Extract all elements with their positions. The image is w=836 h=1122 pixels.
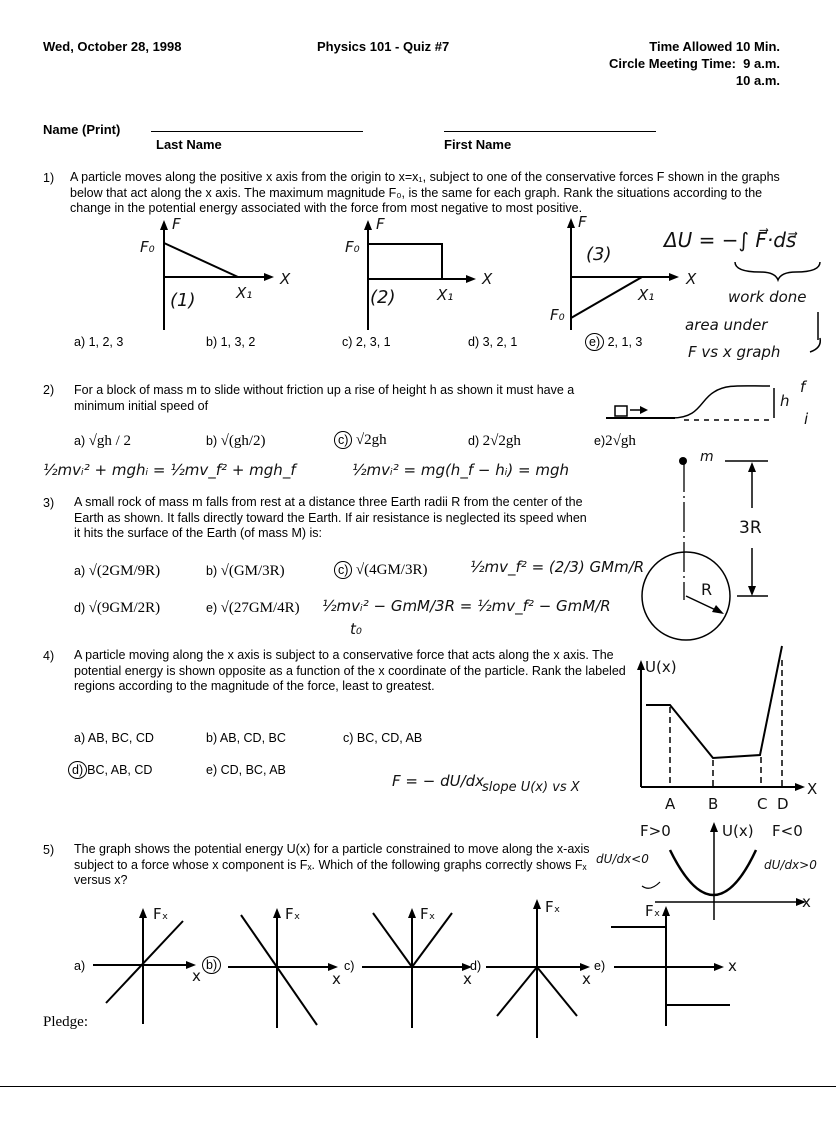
meeting-time-alt: 10 a.m. — [735, 73, 780, 88]
q1-g1-x1-label: X₁ — [236, 284, 253, 302]
q4-option-c[interactable]: c) BC, CD, AB — [343, 731, 423, 745]
q1-g2-f-label: F — [376, 215, 385, 233]
q5-c-x-label: x — [463, 970, 472, 988]
last-name-caption: Last Name — [156, 137, 222, 152]
q2-option-a-value: √gh / 2 — [88, 433, 132, 449]
quiz-title: Physics 101 - Quiz #7 — [317, 39, 450, 54]
q5-note-slope-pos: dU/dx>0 — [764, 858, 817, 872]
q5-u-label: U(x) — [722, 822, 754, 840]
first-name-caption: First Name — [444, 137, 512, 152]
pledge-label: Pledge: — [43, 1014, 88, 1030]
q2-f-label: f — [800, 378, 806, 396]
q5-b-fx-label: Fₓ — [285, 905, 301, 923]
q3-note-t0: t₀ — [350, 620, 362, 638]
q1-note-area-under: area under — [685, 316, 768, 334]
q2-option-e-value: 2√gh — [605, 433, 636, 449]
q1-text: A particle moves along the positive x axis from the origin to x=x₁, subject to one of the conservative forces F shown in the graphs below that act along the x axis. The maximum magnitude F₀, is the same for each graph. Rank the situations according to the change in the potential energy associated with the force from most negative to most positive. — [70, 170, 780, 215]
time-allowed: Time Allowed 10 Min. — [649, 39, 780, 54]
q5-e-fx-label: Fₓ — [645, 902, 661, 920]
q3-number: 3) — [43, 496, 55, 510]
q1-g1-x-label: X — [280, 270, 291, 288]
q2-i-label: i — [804, 410, 809, 428]
q5-option-b[interactable] — [202, 956, 221, 974]
q2-option-b-value: √(gh/2) — [220, 433, 266, 449]
q3-option-a-label: a) — [74, 564, 86, 578]
q3-option-b-value: √(GM/3R) — [220, 563, 285, 579]
q4-note-formula: F = − dU/dx — [392, 772, 485, 790]
q1-option-c[interactable]: c) 2, 3, 1 — [342, 335, 391, 349]
q5-number: 5) — [43, 843, 55, 857]
footer-divider — [0, 1086, 836, 1087]
q2-option-a-label: a) — [74, 434, 86, 448]
q5-option-a[interactable]: a) — [74, 959, 86, 973]
q5-e-x-label: x — [728, 957, 737, 975]
q2-option-d-label: d) — [468, 434, 480, 448]
q5-graph-d — [486, 905, 585, 1038]
q4-number: 4) — [43, 649, 55, 663]
q3-option-d-value: √(9GM/2R) — [88, 600, 161, 616]
q2-option-d-value: 2√2gh — [482, 433, 521, 449]
q3-note-energy: ½mvᵢ² − GmM/3R = ½mv_f² − GmM/R — [322, 597, 611, 615]
q4-tick-c: C — [757, 795, 768, 813]
q3-3r-label: 3R — [739, 518, 762, 538]
q1-g2-x1-label: X₁ — [437, 286, 454, 304]
q5-option-c[interactable]: c) — [344, 959, 355, 973]
q2-circled-answer: c) — [334, 431, 352, 449]
q1-g1-id: (1) — [170, 290, 196, 311]
q1-g3-id: (3) — [586, 244, 612, 265]
q1-note-work-done: work done — [728, 288, 807, 306]
q1-g3-x1-label: X₁ — [638, 286, 655, 304]
q3-circled-answer: c) — [334, 561, 352, 579]
q5-text: The graph shows the potential energy U(x) for a particle constrained to move along the x-axis subject to a force whose x component is Fₓ. Which of the following graphs correctly shows Fₓ versus x? — [74, 842, 590, 887]
q4-tick-a: A — [665, 795, 676, 813]
q1-option-a[interactable]: a) 1, 2, 3 — [74, 335, 124, 349]
q5-circled-answer: b) — [202, 956, 221, 974]
q1-option-d[interactable]: d) 3, 2, 1 — [468, 335, 518, 349]
q1-g3-x-label: X — [686, 270, 697, 288]
q1-note-formula: ΔU = −∫ F⃗·ds⃗ — [664, 228, 797, 252]
q5-note-f-neg: F<0 — [772, 822, 803, 840]
q4-circled-answer: d) — [68, 761, 87, 779]
q1-number: 1) — [43, 171, 55, 185]
q4-tick-b: B — [708, 795, 719, 813]
q1-option-e-text: 2, 1, 3 — [607, 335, 643, 349]
q5-note-slope-neg: dU/dx<0 — [596, 852, 649, 866]
q5-b-x-label: x — [332, 970, 341, 988]
q5-note-f-pos: F>0 — [640, 822, 671, 840]
q4-option-b[interactable]: b) AB, CD, BC — [206, 731, 286, 745]
q4-tick-d: D — [777, 795, 789, 813]
q5-well-x-label: x — [802, 893, 811, 911]
q3-option-c-value: √(4GM/3R) — [355, 562, 428, 578]
q2-h-label: h — [780, 392, 790, 410]
q3-m-label: m — [700, 449, 714, 465]
q1-circled-answer: e) — [585, 333, 604, 351]
q4-option-d-text: BC, AB, CD — [87, 763, 153, 777]
q4-y-label: U(x) — [645, 658, 677, 676]
q5-d-x-label: x — [582, 970, 591, 988]
q5-option-d[interactable]: d) — [470, 959, 482, 973]
q1-g2-f0-label: F₀ — [345, 238, 360, 256]
q3-text: A small rock of mass m falls from rest at a distance three Earth radii R from the center of the Earth as shown. It falls directly toward the Earth. If air resistance is neglected its speed when it hits the surface of the Earth (of mass M) is: — [74, 495, 587, 540]
q3-option-b-label: b) — [206, 564, 218, 578]
q5-option-e[interactable]: e) — [594, 959, 606, 973]
q3-note-final: ½mv_f² = (2/3) GMm/R — [470, 558, 645, 576]
q5-graph-e — [611, 912, 730, 1026]
q3-option-e-value: √(27GM/4R) — [220, 600, 300, 616]
q1-option-b[interactable]: b) 1, 3, 2 — [206, 335, 256, 349]
q1-g2-id: (2) — [370, 287, 396, 308]
q1-g1-f0-label: F₀ — [140, 238, 155, 256]
q5-a-x-label: x — [192, 967, 201, 985]
q5-graph-b — [228, 912, 332, 1028]
meeting-time-label: Circle Meeting Time: 9 a.m. — [609, 56, 780, 71]
q2-text: For a block of mass m to slide without friction up a rise of height h as shown it must have a minimum initial speed of — [74, 383, 575, 413]
q5-graph-a — [93, 912, 190, 1024]
q3-option-e-label: e) — [206, 601, 218, 615]
q5-c-fx-label: Fₓ — [420, 905, 436, 923]
q5-a-fx-label: Fₓ — [153, 905, 169, 923]
q4-option-a[interactable]: a) AB, BC, CD — [74, 731, 154, 745]
q3-r-label: R — [701, 580, 713, 599]
q2-note-energy-2: ½mvᵢ² = mg(h_f − hᵢ) = mgh — [352, 461, 569, 479]
q5-d-fx-label: Fₓ — [545, 898, 561, 916]
q4-text: A particle moving along the x axis is subject to a conservative force that acts along the x axis. The potential energy is shown opposite as a function of the x coordinate of the particle. Rank the labeled regions according to the magnitude of the force, least to greatest. — [74, 648, 626, 693]
q2-option-c-value: √2gh — [355, 432, 387, 448]
q3-option-a-value: √(2GM/9R) — [88, 563, 161, 579]
q2-option-e-label: e) — [594, 434, 606, 448]
q4-option-e[interactable]: e) CD, BC, AB — [206, 763, 286, 777]
q2-note-energy-1: ½mvᵢ² + mghᵢ = ½mv_f² + mgh_f — [43, 461, 296, 479]
q4-note-slope: slope U(x) vs X — [482, 780, 580, 795]
q3-option-d-label: d) — [74, 601, 86, 615]
q1-note-graph: F vs x graph — [688, 343, 781, 361]
q5-graph-c — [362, 912, 466, 1028]
q1-g3-f-label: F — [578, 213, 587, 231]
q2-option-b-label: b) — [206, 434, 218, 448]
q1-g2-x-label: X — [482, 270, 493, 288]
q1-g3-f0-label: F₀ — [550, 306, 565, 324]
q4-x-label: X — [807, 780, 818, 798]
quiz-date: Wed, October 28, 1998 — [43, 39, 182, 54]
q1-g1-f-label: F — [172, 215, 181, 233]
q2-number: 2) — [43, 383, 55, 397]
name-label: Name (Print) — [43, 122, 121, 137]
